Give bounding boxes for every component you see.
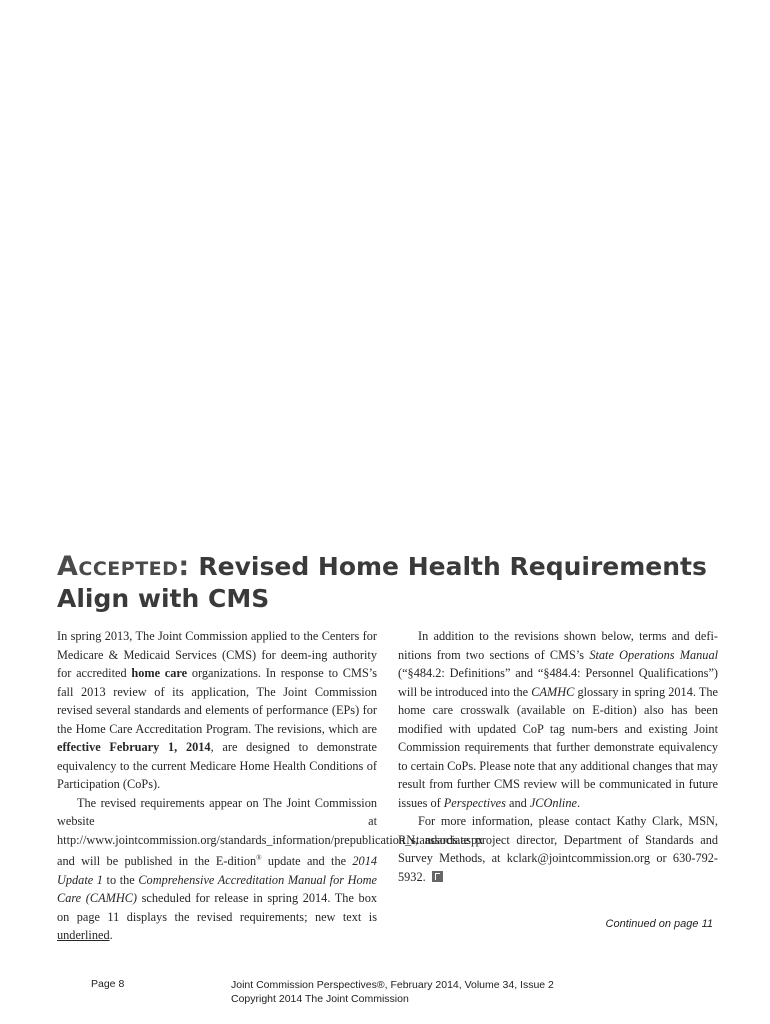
footer-publication: Joint Commission Perspectives®, February 2014, Volume 34, Issue 2 (231, 979, 554, 991)
continued-note: Continued on page 11 (605, 918, 713, 930)
end-of-article-icon (432, 871, 443, 882)
text-run: In addition to the revisions shown below, terms and defi-nitions from two sections of CMS’s (398, 629, 718, 662)
right-paragraph-1 (398, 627, 718, 812)
left-paragraph-1 (57, 627, 377, 794)
text-run: The revised requirements appear on The Joint Commission website at http://www.jointcommission.org/standards_information/prepublication_standards.aspx and will be published in the E-dition (57, 795, 484, 869)
emphasis-effective-date: effective February 1, 2014 (57, 740, 211, 754)
text-run: In spring 2013, The Joint Commission applied to the Centers for Medicare & Medicaid Services (CMS) for deem-ing authority for accredited (57, 629, 377, 680)
italic-camhc: CAMHC (531, 684, 575, 699)
text-run: to the (102, 872, 139, 887)
article-title (57, 551, 717, 615)
right-paragraph-2 (398, 812, 718, 886)
title-headline: Revised Home Health Requirements Align with CMS (57, 552, 707, 613)
text-run: . (576, 795, 581, 810)
italic-som-title: State Operations Manual (589, 647, 719, 662)
underlined-word: underlined (57, 928, 110, 943)
emphasis-home-care: home care (131, 666, 188, 680)
italic-manual-title: Comprehensive Accreditation Manual for Home Care (CAMHC) (57, 872, 377, 906)
title-kicker: Accepted: (57, 551, 190, 582)
page-number: Page 8 (91, 978, 125, 990)
italic-perspectives: Perspectives (443, 795, 506, 810)
text-run: and (505, 795, 530, 810)
text-run: glossary in spring 2014. The home care crosswalk (available on E-dition) also has been modified with updated CoP tag num-bers and existing Joint Commission requirements that further demonstrate equivalency to certain CoPs. Please note that any additional changes that may result from further CMS review will be communicated in future issues of (398, 684, 718, 810)
text-run: update and the (261, 854, 353, 869)
right-column (398, 627, 718, 886)
text-run: . (109, 928, 113, 943)
text-run: scheduled for release in spring 2014. The box on page 11 displays the revised requirements; new text is (57, 891, 377, 924)
text-run: organizations. In response to CMS’s fall 2013 review of its application, The Joint Commission revised several standards and elements of performance (EPs) for the Home Care Accreditation Program. The revisions, which are (57, 666, 377, 736)
italic-update-title: 2014 Update 1 (57, 854, 377, 887)
text-run: , are designed to demonstrate equivalency to the current Medicare Home Health Conditions of Participation (CoPs). (57, 740, 377, 791)
italic-jconline: JCOnline (529, 795, 577, 810)
text-run: (“§484.2: Definitions” and “§484.4: Personnel Qualifications”) will be introduced into the (398, 666, 718, 699)
contact-text: For more information, please contact Kathy Clark, MSN, RN, associate project director, Department of Standards and Survey Methods, at kclark@jointcommission.org or 630-792-5932. (398, 814, 718, 884)
footer-copyright: Copyright 2014 The Joint Commission (231, 993, 409, 1005)
registered-mark: ® (256, 854, 262, 862)
footer (231, 978, 554, 1006)
